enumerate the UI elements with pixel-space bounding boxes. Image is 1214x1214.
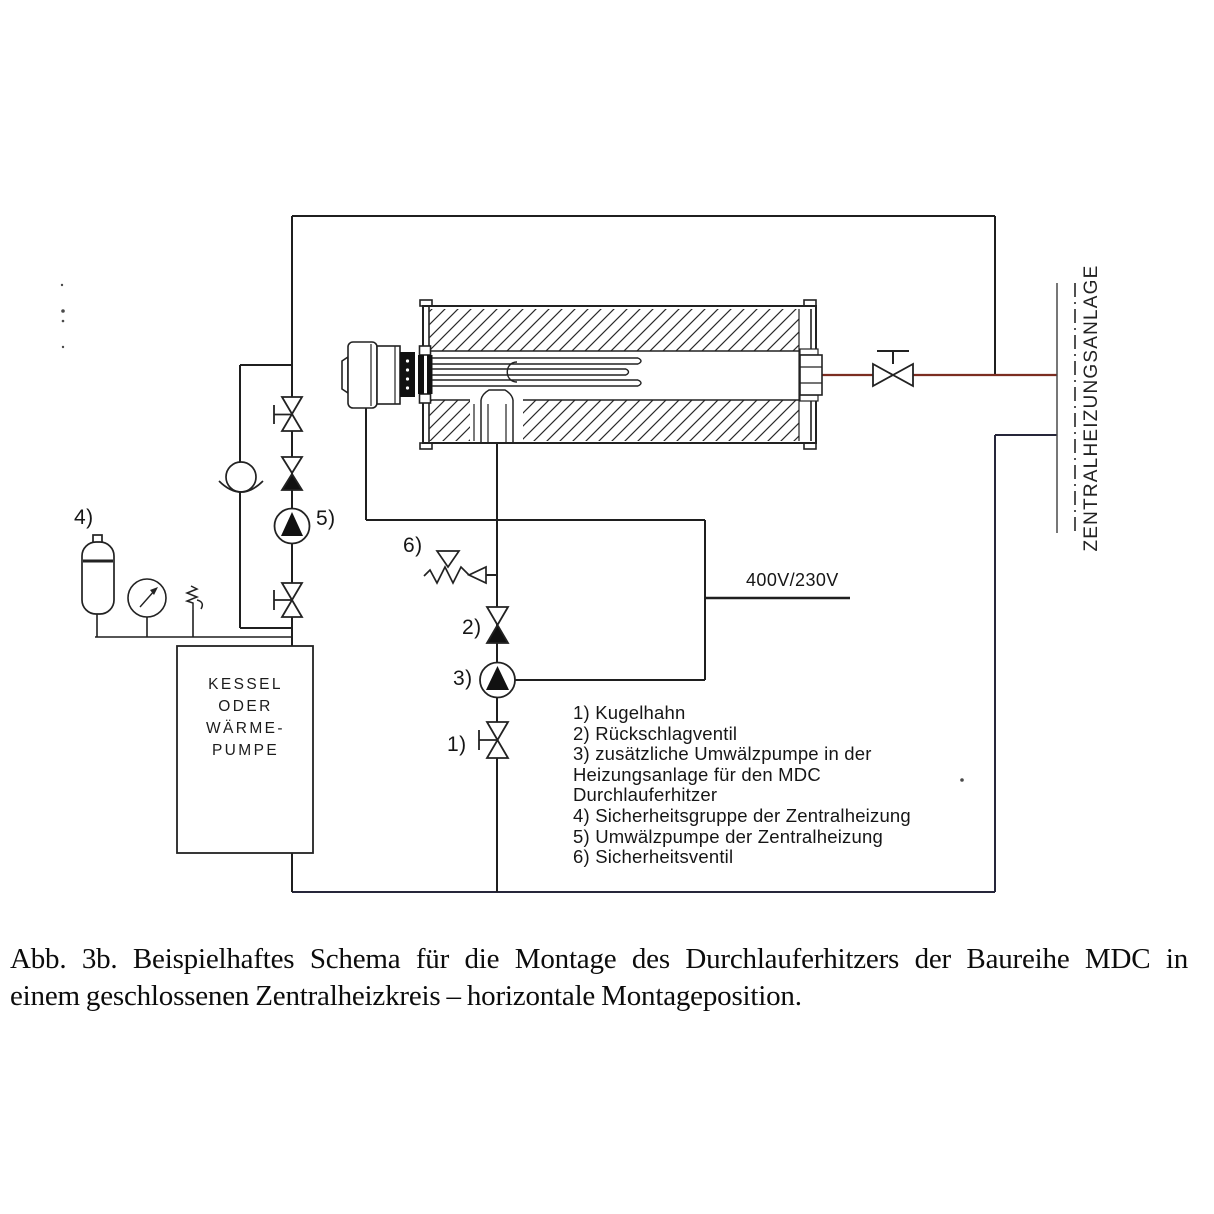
legend-line: Durchlauferhitzer <box>573 784 718 806</box>
pressure-gauge <box>128 579 166 617</box>
figure-caption <box>10 941 1188 1015</box>
heater-assembly <box>342 300 822 449</box>
label-1: 1) <box>447 733 467 756</box>
ball-valve-1 <box>479 722 508 758</box>
legend-line: 1) Kugelhahn <box>573 702 686 723</box>
voltage-label: 400V/230V <box>746 570 839 590</box>
legend-line: 4) Sicherheitsgruppe der Zentralheizung <box>573 804 911 826</box>
legend-line: 3) zusätzliche Umwälzpumpe in der <box>573 743 872 765</box>
check-valve-left <box>282 457 302 490</box>
zha-connection-lines <box>1057 283 1075 535</box>
safety-valve-6 <box>424 551 497 583</box>
legend-line: 5) Umwälzpumpe der Zentralheizung <box>573 825 883 847</box>
caption-line-2: einem geschlossenen Zentralheizkreis – horizontale Montageposition. <box>10 980 802 1012</box>
pump-3 <box>480 663 515 698</box>
caption-line-1: Abb. 3b. Beispielhaftes Schema für die Montage des Durchlauferhitzers der Baureihe MDC in <box>10 943 1188 975</box>
kessel-line: KESSEL <box>208 676 283 693</box>
air-vent <box>219 462 263 492</box>
legend-line: 2) Rückschlagventil <box>573 722 738 744</box>
kessel-line: WÄRME- <box>206 720 285 737</box>
pump-5 <box>275 509 310 544</box>
ball-valve-left-bottom <box>274 583 302 617</box>
label-4: 4) <box>74 506 94 529</box>
legend-line: Heizungsanlage für den MDC <box>573 763 821 785</box>
kessel-line: PUMPE <box>211 742 280 759</box>
supply-shutoff-valve <box>873 351 913 386</box>
label-6: 6) <box>403 534 423 557</box>
relief-valve-small <box>187 586 202 610</box>
kessel-label <box>178 674 313 762</box>
legend <box>573 703 911 868</box>
kessel-line: ODER <box>218 698 273 715</box>
label-5: 5) <box>316 507 336 530</box>
label-3: 3) <box>453 667 473 690</box>
expansion-vessel <box>82 535 114 614</box>
legend-line: 6) Sicherheitsventil <box>573 846 734 868</box>
electrical-lines <box>366 408 850 680</box>
label-2: 2) <box>462 616 482 639</box>
ball-valve-left-top <box>274 397 302 431</box>
check-valve-2 <box>487 607 508 643</box>
zha-label: ZENTRALHEIZUNGSANLAGE <box>1081 264 1102 552</box>
